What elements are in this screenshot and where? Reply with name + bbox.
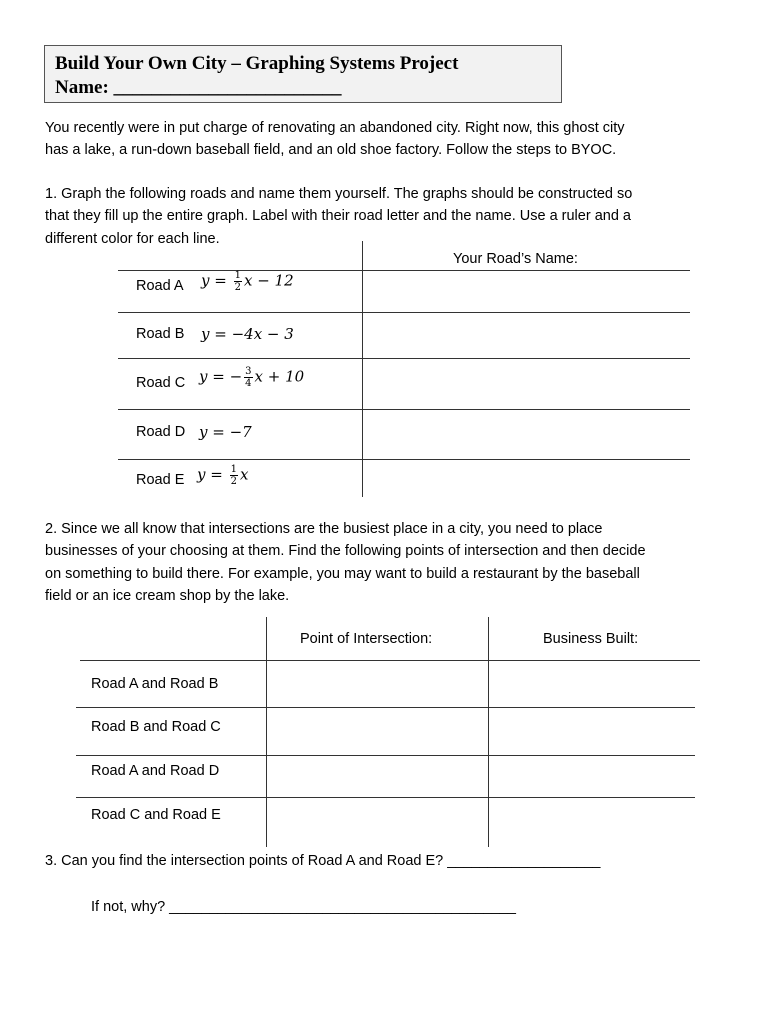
intersection-row-label: Road A and Road D	[91, 763, 220, 779]
road-c-label: Road C	[136, 375, 186, 391]
intersections-table-divider	[266, 617, 267, 847]
step3-question: 3. Can you find the intersection points of Road A and Road E? ___________________	[45, 853, 601, 869]
intersections-table-rule	[76, 797, 695, 798]
roads-table-rule	[118, 312, 690, 313]
header-box	[44, 45, 562, 103]
step2-line-2: businesses of your choosing at them. Find the following points of intersection and then decide	[45, 543, 646, 559]
business-header: Business Built:	[543, 631, 639, 647]
step2-line-3: on something to build there. For example, you may want to build a restaurant by the baseball	[45, 566, 640, 582]
intersection-header: Point of Intersection:	[300, 631, 433, 647]
step2-line-4: field or an ice cream shop by the lake.	[45, 588, 290, 604]
road-b-equation: y = −4x − 3	[201, 325, 294, 343]
intro-line-1: You recently were in put charge of renovating an abandoned city. Right now, this ghost city	[45, 120, 625, 136]
roads-table-rule	[118, 358, 690, 359]
road-c-equation: y = − $\frac{3}{4}$ x + 10	[199, 366, 305, 389]
intro-line-2: has a lake, a run-down baseball field, and an old shoe factory. Follow the steps to BYOC.	[45, 142, 617, 158]
step3-followup: If not, why? ___________________________________________	[91, 899, 516, 915]
intersections-table-rule	[80, 660, 700, 661]
intersection-row-label: Road C and Road E	[91, 807, 221, 823]
road-a-equation: y = $\frac{1}{2}$ x − 12	[201, 270, 294, 293]
step1-line-3: different color for each line.	[45, 231, 220, 247]
name-line: Name: ________________________	[55, 77, 342, 98]
step2-line-1: 2. Since we all know that intersections are the busiest place in a city, you need to place	[45, 521, 603, 537]
intersection-row-label: Road A and Road B	[91, 676, 219, 692]
road-name-header: Your Road’s Name:	[453, 251, 578, 267]
road-a-label: Road A	[136, 278, 184, 294]
step1-line-1: 1. Graph the following roads and name them yourself. The graphs should be constructed so	[45, 186, 633, 202]
intersections-table-rule	[76, 707, 695, 708]
road-b-label: Road B	[136, 326, 185, 342]
step1-line-2: that they fill up the entire graph. Label with their road letter and the name. Use a ruler and a	[45, 208, 631, 224]
road-e-equation: y = $\frac{1}{2}$ x	[197, 464, 249, 487]
road-e-label: Road E	[136, 472, 185, 488]
intersections-table-divider	[488, 617, 489, 847]
road-d-label: Road D	[136, 424, 186, 440]
roads-table-rule	[118, 409, 690, 410]
intersections-table-rule	[76, 755, 695, 756]
road-d-equation: y = −7	[199, 423, 252, 441]
roads-table-rule	[118, 459, 690, 460]
worksheet-title: Build Your Own City – Graphing Systems Project	[55, 53, 459, 74]
intersection-row-label: Road B and Road C	[91, 719, 221, 735]
